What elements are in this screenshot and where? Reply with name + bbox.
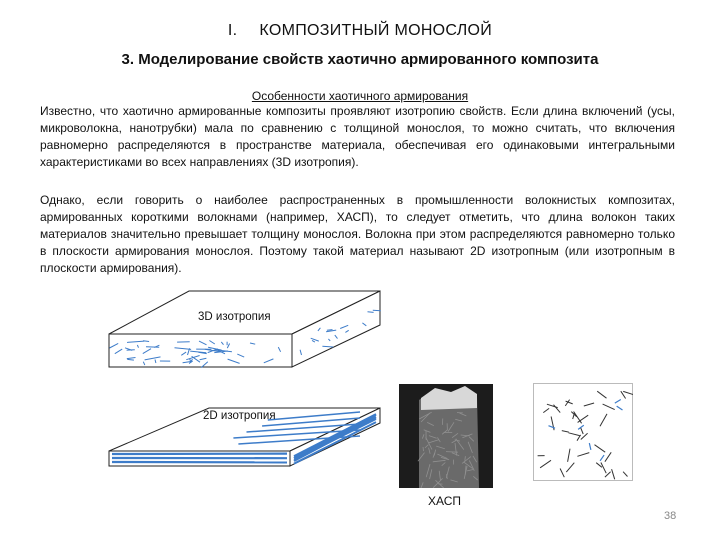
slab-2d	[109, 408, 380, 466]
paragraph-2: Однако, если говорить о наиболее распространенных в промышленности волокнистых композитах, армированных короткими волокнами (например, ХАСП), то следует отметить, что длина волокон таких материалов значительно превышает толщину монослоя. Волокна при этом распределяются равномерно только в плоскости армирования монослоя. Поэтому такой материал называют 2D изотропным (или изотропным в плоскости армирования).	[40, 193, 675, 275]
subheading: Особенности хаотичного армирования	[251, 89, 469, 103]
hasp-photo	[399, 384, 493, 488]
section-title-text: КОМПОЗИТНЫЙ МОНОСЛОЙ	[259, 22, 493, 39]
diagram-frame	[534, 384, 633, 481]
photo-caption: ХАСП	[428, 494, 462, 508]
photo-fiber	[423, 447, 424, 451]
slab-2d-label: 2D изотропия	[203, 410, 276, 422]
slab-3d-label: 3D изотропия	[198, 311, 271, 323]
fiber-3d	[368, 312, 374, 313]
slide-subtitle: 3. Моделирование свойств хаотично армированного композита	[121, 51, 599, 68]
section-number: I.	[227, 22, 238, 39]
paragraph-1: Известно, что хаотично армированные композиты проявляют изотропию свойств. Если длина включений (усы, микроволокна, нанотрубки) мала по сравнению с толщиной монослоя, то можно считать, что включения равномерно распределяются в пространстве материала, обеспечивая его одинаковыми интегральными характеристиками во всех направлениях (3D изотропия).	[40, 104, 675, 169]
fiber-3d	[146, 347, 159, 348]
fiber-3d	[127, 359, 134, 360]
page-number: 38	[664, 510, 677, 522]
fiber-3d	[327, 330, 333, 331]
fiber-3d	[143, 341, 149, 342]
slab-3d	[109, 291, 381, 368]
fiber-distribution-diagram	[533, 383, 633, 481]
